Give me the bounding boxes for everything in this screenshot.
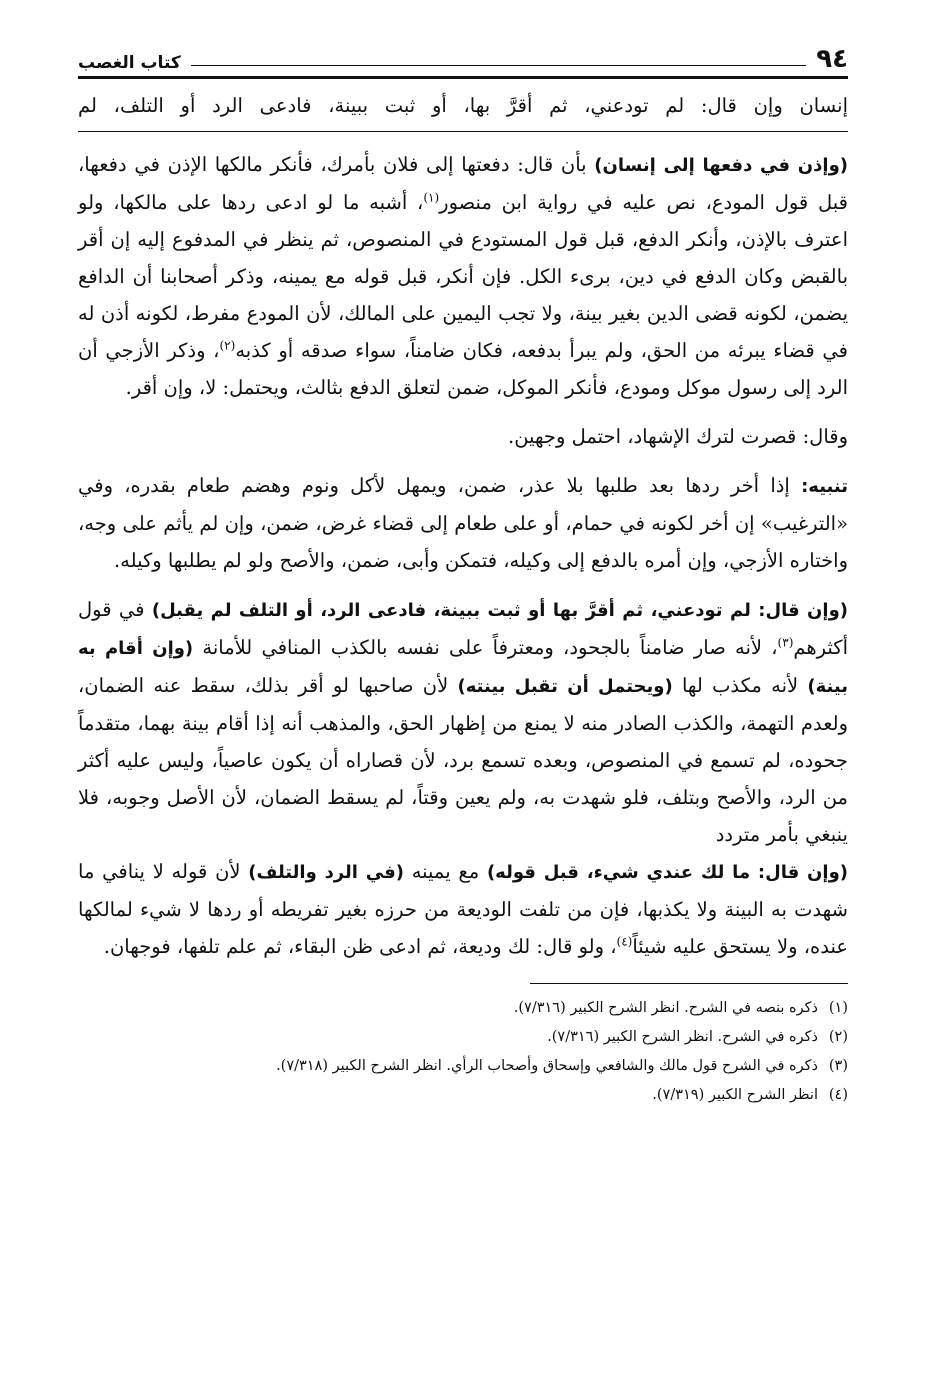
footnote-marker: (٣) [777,635,794,650]
paragraph-text: في قول أكثرهم [78,598,848,659]
footnote-separator [530,983,848,984]
quoted-matn: (في الرد والتلف) [248,862,404,883]
footnote-2 [78,1023,848,1052]
footnote-1 [78,994,848,1023]
commentary-body [78,146,848,965]
paragraph-denial-of-deposit [78,591,848,853]
footnote-marker: (٢) [219,338,236,353]
paragraph-text: مع يمينه [403,860,487,883]
paragraph-witness-note: وقال: قصرت لترك الإشهاد، احتمل وجهين. [508,425,848,448]
paragraph-notice [78,467,848,579]
paragraph-nothing-owed [78,853,848,965]
footnote-4 [78,1081,848,1110]
notice-label: تنبيه: [801,476,848,497]
paragraph-text: بأن قال: دفعتها إلى فلان بأمرك، فأنكر مالكها الإذن في دفعها، قبل قول المودع، نص عليه في رواية ابن منصور [78,153,848,214]
footnote-marker: (١) [423,190,440,205]
book-title: كتاب الغصب [78,53,181,73]
paragraph-text: ، وذكر الأزجي أن الرد إلى رسول موكل ومودع، فأنكر الموكل، ضمن لتعلق الدفع بثالث، ويحتمل: لا، وإن أقر. [78,339,848,399]
paragraph-text: لأن صاحبها لو أقر بذلك، سقط عنه الضمان، ولعدم التهمة، والكذب الصادر منه لا يمنع من إظهار الحق، والمذهب أنه إذا أقام بينة بهما، متقدماً جحوده، لم تسمع في المنصوص، وبعده تسمع برد، لأن قصاراه أن يكون عاصياً، وليس عليه أكثر من الرد، والأصح وبتلف، فلو شهدت به، ولم يعين وقتاً، لم يسقط الضمان، لأن الأصل وجوبه، فلا ينبغي بأمر متردد [78,674,848,846]
page-header [78,40,848,79]
quoted-matn: (ويحتمل أن تقبل بينته) [457,676,673,697]
footnote-text: ذكره بنصه في الشرح. انظر الشرح الكبير (٧/٣١٦). [513,1000,818,1016]
footnote-marker: (٤) [616,934,633,949]
footnote-number: (٤) [828,1087,848,1103]
paragraph-text: ، ولو قال: لك وديعة، ثم ادعى ظن البقاء، ثم علم تلفها، فوجهان. [103,935,617,958]
footnotes [78,994,848,1110]
footnote-text: انظر الشرح الكبير (٧/٣١٩). [652,1087,818,1103]
footnote-text: ذكره في الشرح قول مالك والشافعي وإسحاق وأصحاب الرأي. انظر الشرح الكبير (٧/٣١٨). [276,1058,818,1074]
quoted-matn: (وإن قال: ما لك عندي شيء، قبل قوله) [486,862,849,883]
paragraph-text: ، لأنه صار ضامناً بالجحود، ومعترفاً على نفسه بالكذب المنافي للأمانة [193,636,778,659]
quoted-matn: (وإن قال: لم تودعني، ثم أقرَّ بها أو ثبت ببينة، فادعى الرد، أو التلف لم يقبل) [151,600,848,621]
footnote-text: ذكره في الشرح. انظر الشرح الكبير (٧/٣١٦). [547,1029,818,1045]
footnote-number: (٢) [828,1029,848,1045]
paragraph-text: لأنه مكذب لها [672,674,808,697]
matn-text: إنسان وإن قال: لم تودعني، ثم أقرَّ بها، أو ثبت ببينة، فادعى الرد أو التلف، لم [78,89,848,132]
footnote-number: (١) [828,1000,848,1016]
header-rule [191,65,806,66]
paragraph-text: ، أشبه ما لو ادعى ردها على مالكها، ولو اعترف بالإذن، وأنكر الدفع، قبل قول المستودع في المنصوص، ثم ينظر في المدفوع إليه إن أقر بالقبض وكان الدفع في دين، برىء الكل. فإن أنكر، قبل قوله مع يمينه، وذكر أصحابنا أن الدافع يضمن، لكونه قضى الدين بغير بينة، ولا تجب اليمين على المالك، لأن المودع مفرط، لكونه أذن له في قضاء يبرئه من الحق، ولم يبرأ بدفعه، فكان ضامناً، سواء صدقه أو كذبه [78,191,848,362]
page-number: ٩٤ [816,44,848,74]
footnote-3 [78,1052,848,1081]
quoted-matn: (وإذن في دفعها إلى إنسان) [594,155,848,176]
paragraph-text: لأن قوله لا ينافي ما شهدت به البينة ولا يكذبها، فإن من تلفت الوديعة من حرزه بغير تفريطه أو ردها لا شيء لمالكها عنده، ولا يستحق عليه شيئاً [78,860,848,958]
footnote-number: (٣) [828,1058,848,1074]
paragraph-text: إذا أخر ردها بعد طلبها بلا عذر، ضمن، ويمهل لأكل ونوم وهضم طعام بقدره، وفي «الترغيب» إن أخر لكونه في حمام، أو على طعام إلى قضاء غرض، ضمن، وإن لم يأثم على وجه، واختاره الأزجي، وإن أمره بالدفع إلى وكيله، فتمكن وأبى، ضمن، والأصح ولو لم يطلبها وكيله. [78,474,848,572]
quoted-matn: (وإن أقام به بينة) [78,638,848,697]
paragraph-deposit-delivery-permission [78,146,848,406]
book-page [78,40,848,1110]
